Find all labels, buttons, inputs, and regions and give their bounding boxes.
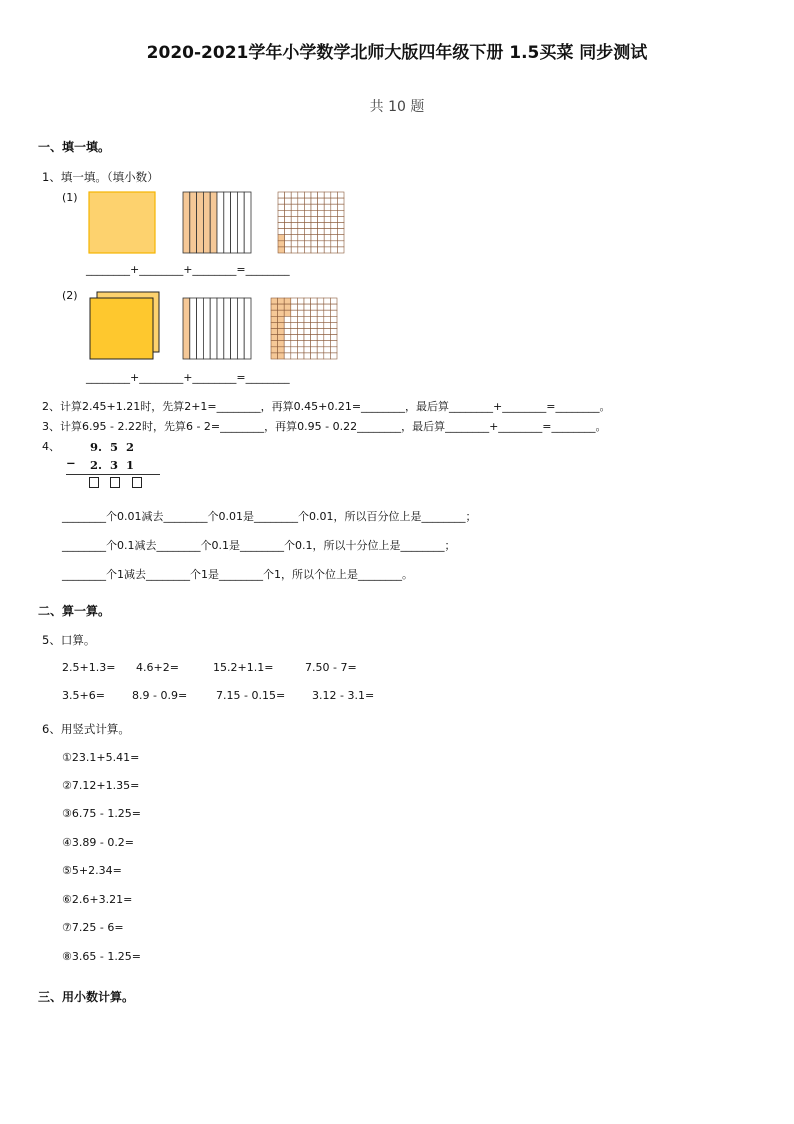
hundredth-cell-2 (317, 304, 324, 310)
hundredth-cell-2 (330, 335, 337, 341)
hundredth-cell (331, 192, 338, 198)
hundredth-cell (337, 241, 344, 247)
hundredth-cell (331, 198, 338, 204)
hundredth-cell (291, 235, 298, 241)
hundredth-cell (318, 235, 325, 241)
page-title: 2020-2021学年小学数学北师大版四年级下册 1.5买菜 同步测试 (146, 43, 648, 63)
hundredth-cell (298, 216, 305, 222)
question-5: 5、口算。 (42, 633, 96, 647)
hundredth-cell-2 (291, 329, 298, 335)
hundredth-cell-2 (278, 310, 285, 316)
hundredth-cell-2 (304, 322, 311, 328)
hundredth-cell (278, 192, 285, 198)
hundredth-cell-2 (304, 310, 311, 316)
hundredth-cell-2 (324, 310, 331, 316)
hundredth-cell-2 (324, 329, 331, 335)
q5-r2-c3: 7.15 - 0.15= (216, 689, 286, 702)
q1-part2-blanks: ________+________+________=________ (86, 371, 290, 384)
hundredth-cell-2 (291, 322, 298, 328)
hundredth-cell-2 (317, 298, 324, 304)
q1-part2-label: (2) (62, 289, 78, 302)
hundredth-cell (278, 204, 285, 210)
hundredth-cell-2 (278, 304, 285, 310)
hundredth-cell (324, 223, 331, 229)
hundredth-cell-2 (317, 353, 324, 359)
q4-line-3: ________个1减去________个1是________个1，所以个位上是________。 (62, 568, 413, 581)
q5-r2-c4: 3.12 - 3.1= (312, 689, 375, 702)
hundredth-cell-2 (297, 322, 304, 328)
hundredth-cell (285, 192, 292, 198)
hundredth-cell (298, 241, 305, 247)
hundredth-cell-2 (291, 353, 298, 359)
q6-item-7: ⑦7.25 - 6= (62, 921, 124, 934)
tenth-strip-2-3 (197, 298, 204, 359)
hundredth-cell (331, 247, 338, 253)
hundredth-cell-2 (330, 298, 337, 304)
hundredth-cell (291, 229, 298, 235)
hundredth-cell-2 (291, 298, 298, 304)
tenth-strip-3 (197, 192, 204, 253)
hundredth-cell (304, 216, 311, 222)
q5-r1-c1: 2.5+1.3= (62, 661, 116, 674)
hundredth-cell (285, 210, 292, 216)
hundredth-cell (318, 223, 325, 229)
q4-line-2: ________个0.1减去________个0.1是________个0.1，所以十分位上是________； (62, 539, 456, 552)
hundredth-cell-2 (311, 322, 318, 328)
q4-answer-box-1[interactable] (89, 477, 99, 488)
section-1-heading: 一、填一填。 (38, 140, 111, 154)
tenth-strip-2-5 (210, 298, 217, 359)
q5-r2-c2: 8.9 - 0.9= (132, 689, 188, 702)
hundredth-cell (324, 247, 331, 253)
hundredth-cell (337, 247, 344, 253)
hundredth-cell-2 (271, 341, 278, 347)
hundredth-cell (285, 204, 292, 210)
hundredth-cell (337, 235, 344, 241)
hundredth-cell-2 (291, 335, 298, 341)
hundredth-cell-2 (297, 353, 304, 359)
hundredth-cell-2 (271, 310, 278, 316)
hundredth-cell-2 (271, 298, 278, 304)
hundredth-cell-2 (297, 329, 304, 335)
hundredth-cell (324, 204, 331, 210)
hundredth-cell (291, 204, 298, 210)
q6-item-3: ③6.75 - 1.25= (62, 807, 142, 820)
hundredth-cell (291, 223, 298, 229)
q4-label: 4、 (42, 440, 60, 453)
hundredth-cell-2 (278, 316, 285, 322)
q4-subtrahend: 2. 3 1 (90, 458, 135, 472)
hundredth-cell (331, 216, 338, 222)
tenth-strip-8 (231, 192, 238, 253)
hundredth-cell-2 (284, 341, 291, 347)
q4-answer-box-3[interactable] (132, 477, 142, 488)
hundredth-cell-2 (278, 322, 285, 328)
hundredth-cell (318, 247, 325, 253)
hundredth-cell (285, 223, 292, 229)
hundredth-cell-2 (304, 335, 311, 341)
hundredth-cell-2 (304, 347, 311, 353)
hundredth-cell (331, 210, 338, 216)
hundredth-cell (304, 204, 311, 210)
hundredth-cell (311, 223, 318, 229)
hundredth-cell-2 (297, 316, 304, 322)
hundredth-cell (285, 216, 292, 222)
hundredth-cell-2 (284, 322, 291, 328)
hundredth-cell-2 (291, 304, 298, 310)
hundredth-cell-2 (304, 353, 311, 359)
q1-figures (0, 0, 794, 400)
hundredth-cell-2 (317, 322, 324, 328)
hundredth-cell-2 (317, 347, 324, 353)
hundredth-cell-2 (311, 347, 318, 353)
tenth-strip-10 (244, 192, 251, 253)
hundredth-cell-2 (304, 304, 311, 310)
hundredth-cell-2 (271, 304, 278, 310)
hundredth-cell-2 (311, 329, 318, 335)
hundredth-cell (298, 198, 305, 204)
hundredth-cell (278, 247, 285, 253)
hundredth-cell (278, 210, 285, 216)
front-square-figure (90, 298, 153, 359)
q6-item-6: ⑥2.6+3.21= (62, 893, 133, 906)
hundredth-cell (285, 229, 292, 235)
hundredth-cell-2 (324, 335, 331, 341)
hundredth-cell (311, 192, 318, 198)
hundredth-cell (291, 192, 298, 198)
hundredth-cell (304, 241, 311, 247)
hundredth-cell (311, 241, 318, 247)
hundredth-cell-2 (278, 335, 285, 341)
hundredth-cell (278, 216, 285, 222)
hundredth-cell (324, 192, 331, 198)
tenth-strip-6 (217, 192, 224, 253)
hundredth-cell (331, 204, 338, 210)
hundredth-cell (298, 247, 305, 253)
hundredth-cell-2 (330, 347, 337, 353)
hundredth-cell-2 (297, 310, 304, 316)
question-6: 6、用竖式计算。 (42, 722, 130, 736)
hundredth-cell (311, 216, 318, 222)
hundredth-cell-2 (304, 298, 311, 304)
hundredth-cell (304, 192, 311, 198)
hundredth-cell-2 (291, 316, 298, 322)
hundredth-cell-2 (297, 347, 304, 353)
hundredth-cell-2 (330, 353, 337, 359)
hundredth-cell-2 (317, 335, 324, 341)
hundredth-cell-2 (271, 347, 278, 353)
hundredth-cell-2 (304, 341, 311, 347)
hundredth-cell (311, 204, 318, 210)
q5-r1-c2: 4.6+2= (136, 661, 179, 674)
q5-r1-c3: 15.2+1.1= (213, 661, 274, 674)
hundredth-cell-2 (278, 329, 285, 335)
q6-item-2: ②7.12+1.35= (62, 779, 140, 792)
hundredth-cell (304, 247, 311, 253)
hundredth-cell (318, 241, 325, 247)
hundredth-cell (324, 229, 331, 235)
tenths-strips-figure-2 (183, 298, 251, 359)
hundredth-cell (337, 192, 344, 198)
hundredth-cell-2 (330, 329, 337, 335)
hundredth-cell (304, 198, 311, 204)
hundredth-cell (318, 229, 325, 235)
hundredth-cell-2 (324, 353, 331, 359)
hundredth-cell-2 (324, 322, 331, 328)
full-square-figure (89, 192, 155, 253)
hundredth-cell-2 (330, 310, 337, 316)
hundredth-cell-2 (311, 341, 318, 347)
hundredth-cell-2 (330, 304, 337, 310)
hundredth-cell-2 (284, 353, 291, 359)
tenth-strip-2 (190, 192, 197, 253)
hundredth-cell-2 (317, 341, 324, 347)
tenth-strip-2-2 (190, 298, 197, 359)
tenth-strip-5 (210, 192, 217, 253)
hundredth-cell (331, 241, 338, 247)
hundredth-cell-2 (304, 316, 311, 322)
hundredth-cell (311, 247, 318, 253)
hundredth-cell (304, 223, 311, 229)
hundredth-cell (291, 210, 298, 216)
hundredth-cell (318, 204, 325, 210)
hundredth-cell (324, 210, 331, 216)
hundredth-cell (278, 235, 285, 241)
tenths-strips-figure (183, 192, 251, 253)
hundredth-cell-2 (278, 341, 285, 347)
q5-r2-c1: 3.5+6= (62, 689, 105, 702)
hundredth-cell-2 (317, 310, 324, 316)
hundredth-cell-2 (284, 335, 291, 341)
hundredth-cell (318, 198, 325, 204)
hundredth-cell-2 (330, 322, 337, 328)
question-count: 共 10 题 (369, 99, 425, 115)
q4-minuend: 9. 5 2 (90, 440, 135, 454)
hundredth-cell (291, 241, 298, 247)
tenth-strip-2-6 (217, 298, 224, 359)
hundredth-cell (337, 216, 344, 222)
hundredth-cell (311, 229, 318, 235)
hundredth-cell (311, 210, 318, 216)
hundredth-cell-2 (291, 310, 298, 316)
q4-answer-box-2[interactable] (110, 477, 120, 488)
q6-item-4: ④3.89 - 0.2= (62, 836, 135, 849)
hundredth-cell-2 (311, 310, 318, 316)
hundredth-cell-2 (324, 341, 331, 347)
hundredth-cell (311, 235, 318, 241)
hundredth-cell-2 (271, 329, 278, 335)
hundredth-cell (285, 247, 292, 253)
hundredth-cell (285, 235, 292, 241)
hundredth-cell-2 (324, 316, 331, 322)
hundredth-cell (324, 241, 331, 247)
hundredth-cell-2 (311, 316, 318, 322)
q1-part1-label: (1) (62, 191, 78, 204)
q4-line-1: ________个0.01减去________个0.01是________个0.01，所以百分位上是________； (62, 510, 477, 523)
q6-item-8: ⑧3.65 - 1.25= (62, 950, 142, 963)
hundredths-grid-figure-2 (271, 298, 337, 359)
hundredth-cell-2 (330, 341, 337, 347)
q5-r1-c4: 7.50 - 7= (305, 661, 357, 674)
section-3-heading: 三、用小数计算。 (38, 990, 135, 1004)
hundredth-cell-2 (291, 347, 298, 353)
hundredth-cell-2 (297, 341, 304, 347)
hundredth-cell (331, 229, 338, 235)
tenth-strip-7 (224, 192, 231, 253)
hundredth-cell-2 (330, 316, 337, 322)
hundredth-cell-2 (297, 335, 304, 341)
hundredth-cell (304, 210, 311, 216)
hundredth-cell (291, 247, 298, 253)
hundredth-cell-2 (271, 335, 278, 341)
hundredth-cell (298, 235, 305, 241)
hundredth-cell-2 (271, 353, 278, 359)
hundredth-cell-2 (278, 347, 285, 353)
hundredth-cell-2 (311, 304, 318, 310)
tenth-strip-2-9 (237, 298, 244, 359)
tenth-strip-2-1 (183, 298, 190, 359)
tenth-strip-1 (183, 192, 190, 253)
hundredth-cell (285, 198, 292, 204)
hundredth-cell-2 (324, 304, 331, 310)
hundredth-cell (324, 216, 331, 222)
hundredth-cell-2 (284, 329, 291, 335)
hundredth-cell (331, 223, 338, 229)
hundredth-cell (298, 229, 305, 235)
hundredth-cell-2 (317, 316, 324, 322)
tenth-strip-9 (237, 192, 244, 253)
hundredth-cell (298, 192, 305, 198)
hundredth-cell (304, 229, 311, 235)
hundredth-cell (337, 229, 344, 235)
hundredth-cell (331, 235, 338, 241)
hundredth-cell (298, 204, 305, 210)
hundredth-cell-2 (284, 347, 291, 353)
section-2-heading: 二、算一算。 (38, 604, 111, 618)
hundredth-cell (298, 223, 305, 229)
q4-minus-sign: − (66, 456, 76, 470)
hundredth-cell-2 (291, 341, 298, 347)
hundredth-cell-2 (278, 353, 285, 359)
hundredth-cell (337, 204, 344, 210)
tenth-strip-2-8 (231, 298, 238, 359)
hundredth-cell (337, 198, 344, 204)
q1-part1-blanks: ________+________+________=________ (86, 263, 290, 276)
hundredth-cell (318, 216, 325, 222)
hundredth-cell (285, 241, 292, 247)
hundredth-cell-2 (324, 347, 331, 353)
hundredth-cell (291, 198, 298, 204)
hundredth-cell-2 (284, 298, 291, 304)
tenth-strip-2-7 (224, 298, 231, 359)
hundredth-cell-2 (311, 353, 318, 359)
question-1: 1、填一填。（填小数） (42, 170, 159, 184)
hundredth-cell-2 (317, 329, 324, 335)
hundredth-cell (337, 210, 344, 216)
hundredth-cell (337, 223, 344, 229)
hundredth-cell-2 (284, 316, 291, 322)
hundredth-cell (278, 223, 285, 229)
hundredth-cell-2 (271, 322, 278, 328)
hundredth-cell-2 (297, 298, 304, 304)
question-2: 2、计算2.45+1.21时，先算2+1=________，再算0.45+0.21=________，最后算________+________=________。 (42, 400, 611, 413)
hundredth-cell (318, 192, 325, 198)
hundredth-cell (278, 229, 285, 235)
hundredth-cell-2 (304, 329, 311, 335)
q6-item-5: ⑤5+2.34= (62, 864, 122, 877)
hundredths-grid-figure (278, 192, 344, 253)
q4-answer-line (66, 474, 160, 475)
hundredth-cell (311, 198, 318, 204)
tenth-strip-4 (203, 192, 210, 253)
hundredth-cell (278, 198, 285, 204)
hundredth-cell-2 (324, 298, 331, 304)
tenth-strip-2-4 (203, 298, 210, 359)
hundredth-cell-2 (284, 310, 291, 316)
hundredth-cell (291, 216, 298, 222)
hundredth-cell-2 (271, 316, 278, 322)
question-3: 3、计算6.95 - 2.22时，先算6 - 2=________，再算0.95 - 0.22________，最后算________+________=________。 (42, 420, 607, 433)
hundredth-cell (324, 235, 331, 241)
q6-item-1: ①23.1+5.41= (62, 751, 140, 764)
hundredth-cell-2 (311, 335, 318, 341)
hundredth-cell-2 (297, 304, 304, 310)
hundredth-cell (298, 210, 305, 216)
hundredth-cell-2 (311, 298, 318, 304)
hundredth-cell (304, 235, 311, 241)
tenth-strip-2-10 (244, 298, 251, 359)
hundredth-cell (324, 198, 331, 204)
hundredth-cell-2 (284, 304, 291, 310)
hundredth-cell (318, 210, 325, 216)
hundredth-cell (278, 241, 285, 247)
hundredth-cell-2 (278, 298, 285, 304)
